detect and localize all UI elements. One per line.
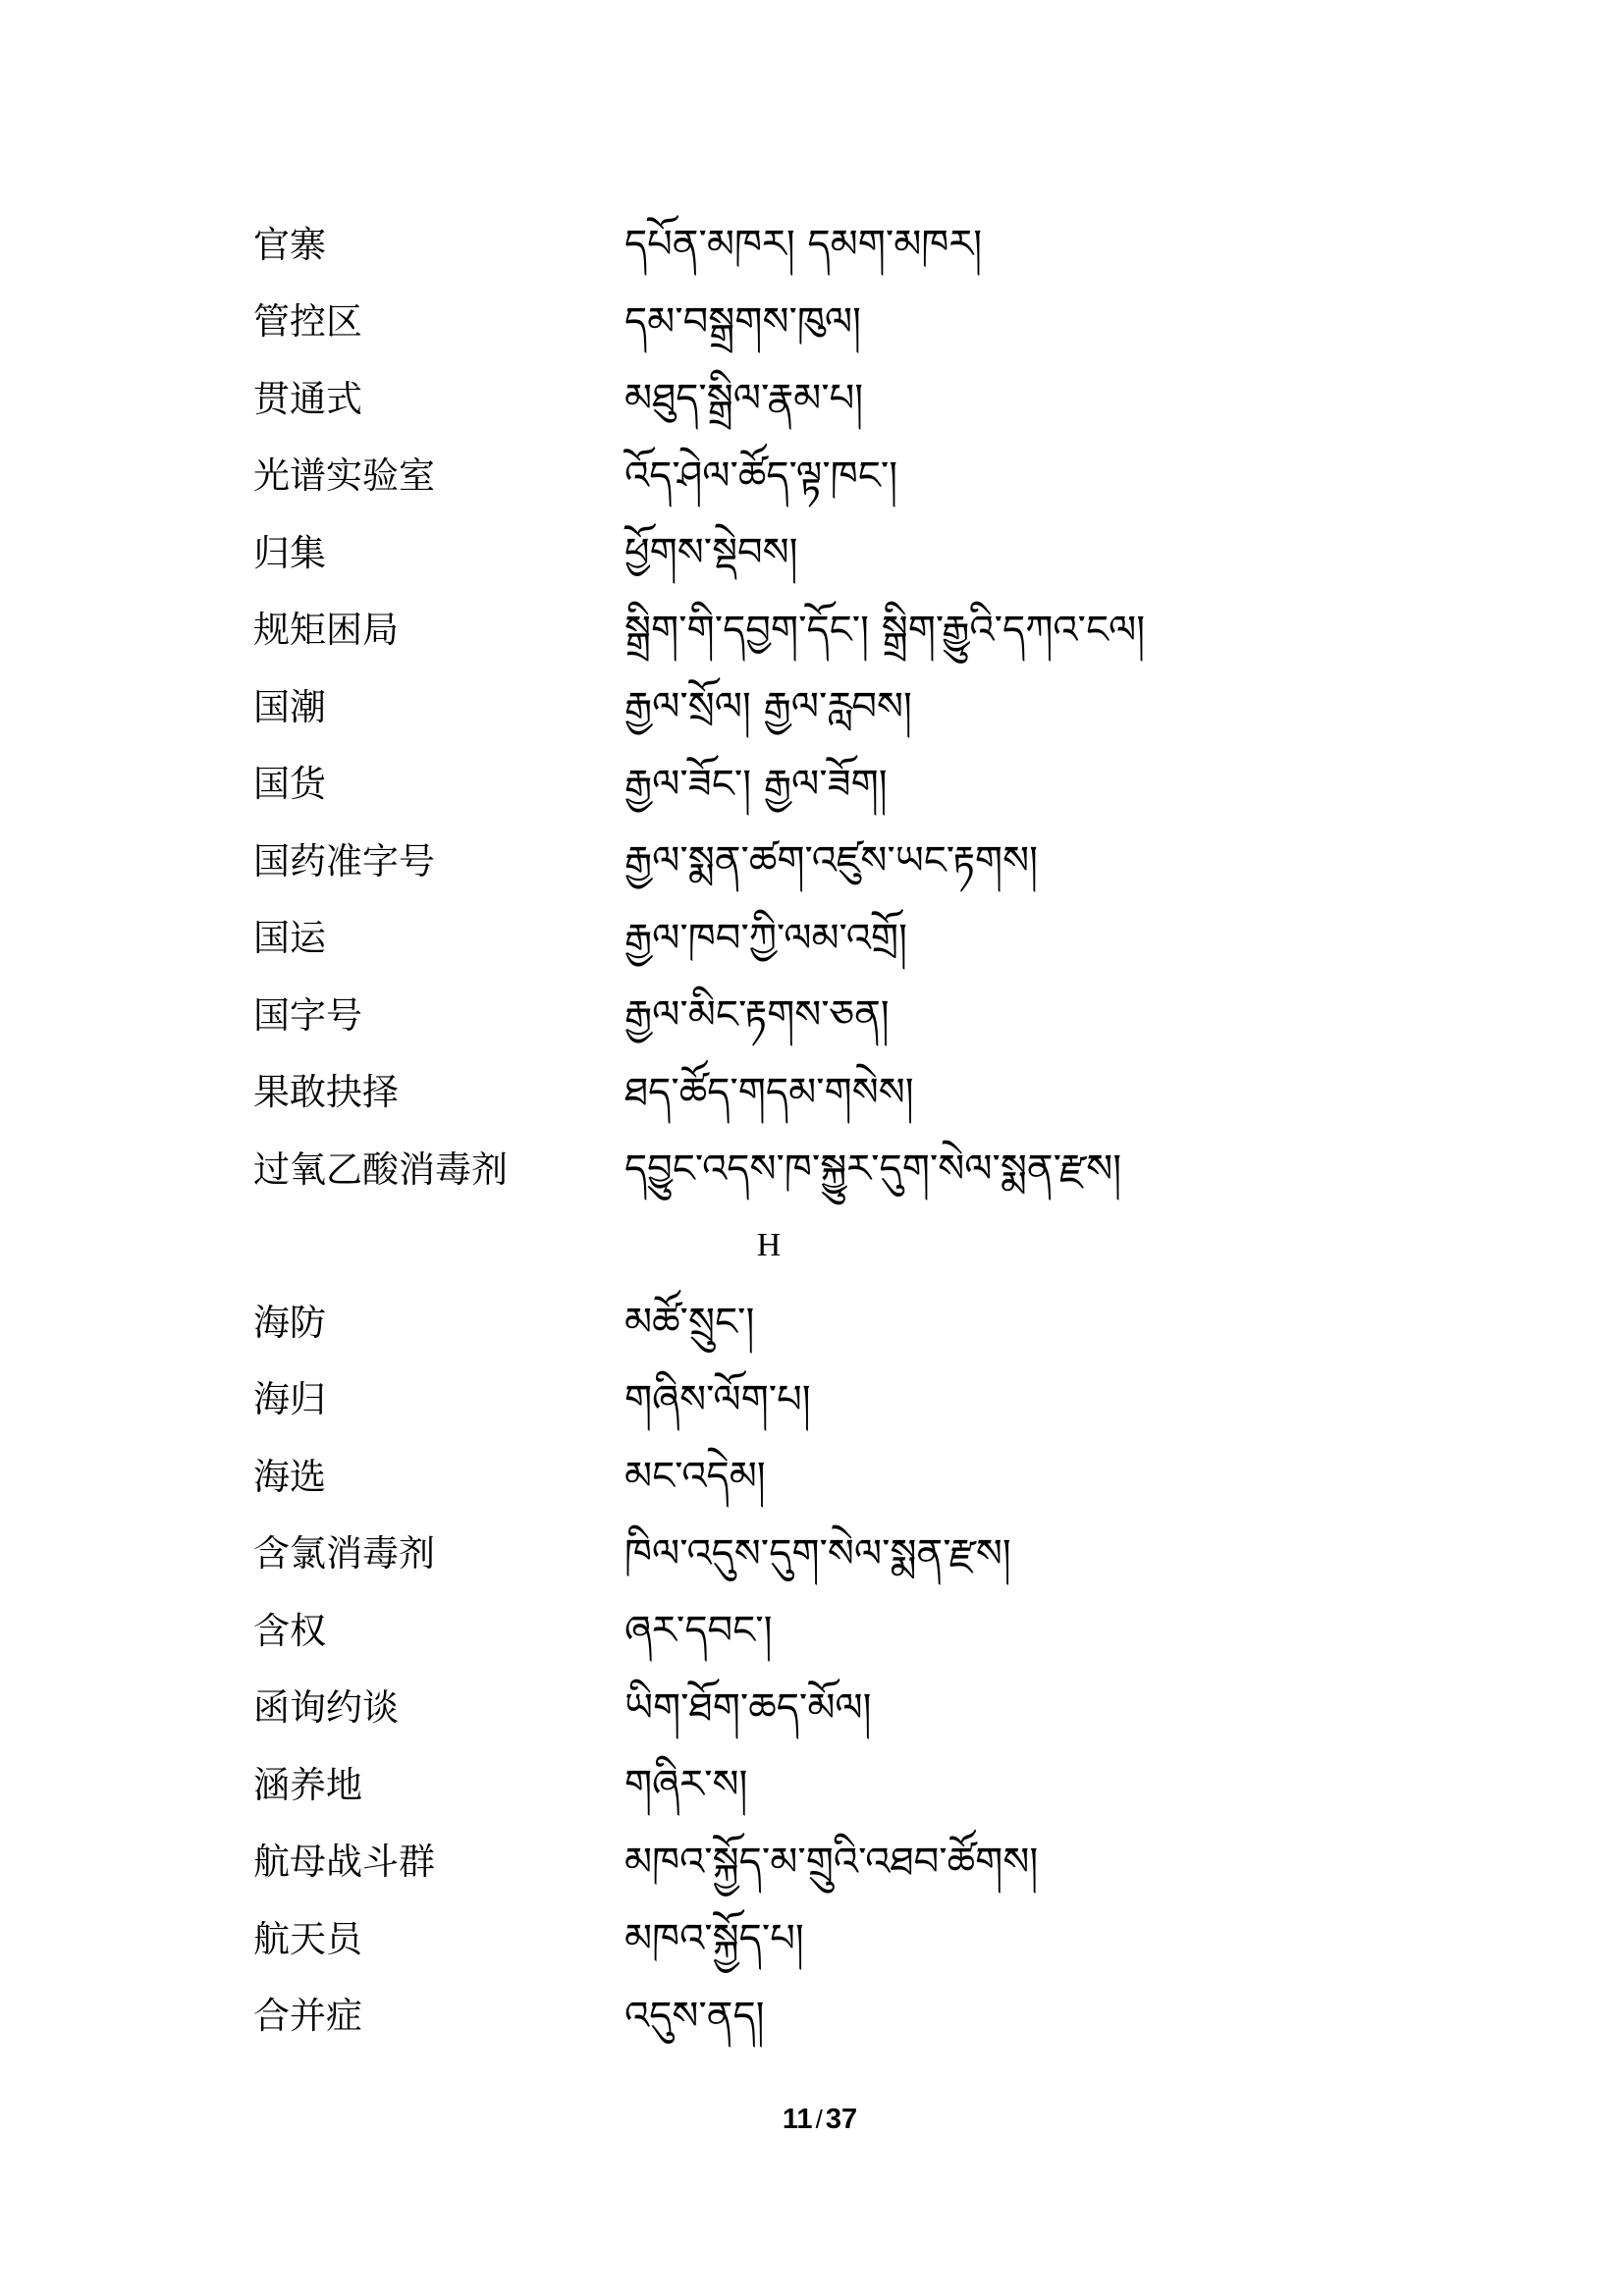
tibetan-translation: རྒྱལ་ཟོང་། རྒྱལ་ཟོག། [624,761,888,807]
chinese-term: 合并症 [253,1995,362,2038]
glossary-entry [253,1284,1392,1362]
chinese-term: 含权 [253,1609,326,1652]
tibetan-translation: ཞར་དབང་། [624,1608,773,1654]
glossary-entry [253,1978,1392,2056]
tibetan-translation: སྒྲིག་གི་དབྱག་དོང་། སྒྲིག་རྒྱུའི་དཀའ་ངལ། [624,607,1146,653]
total-pages: 37 [825,2104,858,2135]
chinese-term: 果敢抉择 [253,1071,399,1114]
tibetan-translation: མཐུད་སྒྲིལ་རྣམ་པ། [624,376,864,422]
chinese-term: 海归 [253,1378,326,1421]
glossary-list [253,206,1392,2055]
tibetan-translation: ཐད་ཚོད་གདམ་གསེས། [624,1069,914,1115]
tibetan-translation: དཔོན་མཁར། དམག་མཁར། [624,222,983,268]
glossary-entry [253,1900,1392,1978]
glossary-entry [253,1131,1392,1207]
glossary-entry [253,1746,1392,1824]
chinese-term: 归集 [253,531,326,574]
tibetan-translation: རྒྱལ་སྨན་ཚག་འཛུས་ཡང་རྟགས། [624,838,1038,884]
chinese-term: 国潮 [253,685,326,728]
chinese-term: 国字号 [253,993,362,1037]
tibetan-translation: འདུས་ནད། [624,1993,765,2039]
chinese-term: 海选 [253,1455,326,1498]
glossary-entry [253,1516,1392,1593]
chinese-term: 含氯消毒剂 [253,1532,435,1575]
glossary-entry [253,668,1392,746]
glossary-entry [253,977,1392,1054]
chinese-term: 航母战斗群 [253,1841,435,1884]
glossary-entry [253,284,1392,361]
tibetan-translation: རྒྱལ་ཁབ་ཀྱི་ལམ་འགྲོ། [624,915,907,961]
chinese-term: 管控区 [253,300,362,344]
chinese-term: 规矩困局 [253,609,399,652]
chinese-term: 光谱实验室 [253,454,435,498]
chinese-term: 涵养地 [253,1763,362,1806]
page-separator: / [815,2105,823,2134]
tibetan-translation: ཁིལ་འདུས་དུག་སེལ་སྨན་རྫས། [624,1530,1011,1576]
glossary-entry [253,1438,1392,1516]
page-number [0,2104,1624,2136]
glossary-entry [253,1362,1392,1439]
tibetan-translation: ཡིག་ཐོག་ཆད་མོལ། [624,1684,872,1731]
tibetan-translation: རྒྱལ་སྲོལ། རྒྱལ་རླབས། [624,684,912,730]
glossary-entry [253,1054,1392,1132]
tibetan-translation: མཁའ་སྐྱོད་པ། [624,1916,804,1962]
tibetan-translation: འོད་ཤེལ་ཚོད་ལྟ་ཁང་། [624,453,898,499]
current-page: 11 [782,2104,813,2135]
chinese-term: 函询约谈 [253,1686,399,1730]
chinese-term: 航天员 [253,1917,362,1960]
chinese-term: 官寨 [253,223,326,266]
tibetan-translation: མཁའ་སྐྱོད་མ་གྲུའི་འཐབ་ཚོགས། [624,1839,1039,1885]
glossary-entry [253,1592,1392,1670]
section-heading: H [756,1227,782,1263]
glossary-entry [253,360,1392,438]
chinese-term: 国药准字号 [253,839,435,882]
tibetan-translation: རྒྱལ་མིང་རྟགས་ཅན། [624,992,890,1039]
glossary-entry [253,514,1392,592]
tibetan-translation: མང་འདེམ། [624,1454,766,1500]
glossary-entry [253,823,1392,900]
tibetan-translation: གཞིས་ལོག་པ། [624,1376,811,1422]
chinese-term: 海防 [253,1301,326,1344]
glossary-entry [253,438,1392,515]
chinese-term: 国运 [253,917,326,960]
glossary-entry [253,1824,1392,1901]
glossary-entry [253,592,1392,669]
glossary-entry [253,900,1392,978]
glossary-entry [253,206,1392,284]
tibetan-translation: དམ་བསྒྲགས་ཁུལ། [624,298,861,345]
chinese-term: 过氧乙酸消毒剂 [253,1148,508,1191]
glossary-entry [253,746,1392,824]
tibetan-translation: དབྱུང་འདས་ཁ་སྐྱུར་དུག་སེལ་སྨན་རྫས། [624,1147,1122,1192]
tibetan-translation: ཕྱོགས་སྡེབས། [624,530,798,576]
tibetan-translation: གཞིར་ས། [624,1762,748,1808]
tibetan-translation: མཚོ་སྲུང་། [624,1300,755,1346]
chinese-term: 国货 [253,763,326,806]
chinese-term: 贯通式 [253,377,362,420]
glossary-entry [253,1670,1392,1747]
